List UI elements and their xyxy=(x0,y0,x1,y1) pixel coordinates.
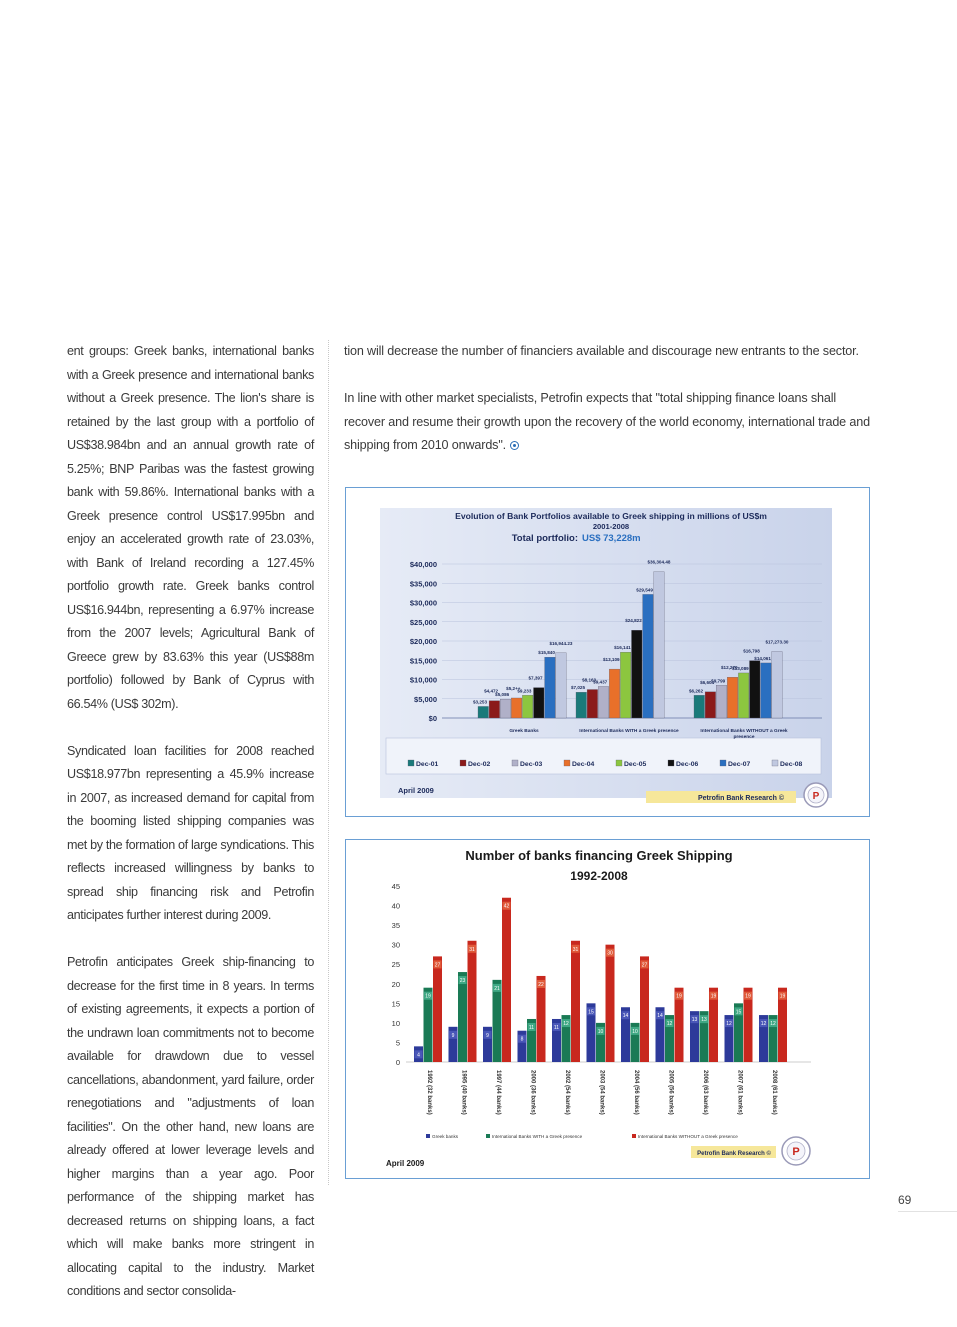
y-tick-label: 0 xyxy=(395,1058,400,1067)
data-label: $13,089 xyxy=(732,665,749,671)
total-portfolio-label: Total portfolio: xyxy=(511,533,578,544)
legend-label: Dec-07 xyxy=(728,761,751,768)
bar xyxy=(750,661,761,718)
data-label: $5,2++ xyxy=(506,685,521,691)
data-label: $6,604 xyxy=(700,679,715,685)
bar xyxy=(537,976,546,1062)
legend-swatch xyxy=(512,760,518,766)
y-tick-label: 40 xyxy=(391,901,400,911)
data-label: 12 xyxy=(563,1021,569,1028)
y-tick-label: 35 xyxy=(391,921,400,931)
bar xyxy=(433,956,442,1062)
x-axis-label: Greek Banks xyxy=(509,729,539,734)
data-label: 11 xyxy=(528,1024,535,1031)
bar xyxy=(545,657,556,718)
end-of-article-icon xyxy=(510,441,519,450)
x-axis-label: presence xyxy=(733,735,755,740)
legend-swatch xyxy=(772,760,778,766)
data-label: 42 xyxy=(503,903,510,910)
column-divider xyxy=(328,340,329,1185)
data-label: 4 xyxy=(417,1052,420,1059)
chart-subtitle: 1992-2008 xyxy=(570,869,628,883)
legend-box xyxy=(386,738,821,774)
y-tick-label: $0 xyxy=(428,714,437,723)
bar xyxy=(576,692,587,718)
x-axis-label: 2002 (54 banks) xyxy=(564,1070,570,1115)
y-tick-label: $20,000 xyxy=(409,637,437,646)
data-label: $17,273.30 xyxy=(765,639,789,645)
bar xyxy=(716,685,727,718)
bar xyxy=(640,956,649,1062)
y-tick-label: $15,000 xyxy=(409,656,437,666)
legend xyxy=(426,1134,738,1139)
y-tick-label: 30 xyxy=(391,940,400,950)
data-label: $36,304.48 xyxy=(647,559,671,565)
bar xyxy=(620,652,631,718)
petrofin-seal-icon xyxy=(804,783,828,807)
data-label: $29,549 xyxy=(636,587,653,593)
data-label: 8 xyxy=(520,1036,524,1043)
closing-paragraph xyxy=(344,387,870,458)
legend-label: Dec-03 xyxy=(520,761,543,768)
data-label: 12 xyxy=(770,1021,776,1028)
x-axis-label: 2005 (56 banks) xyxy=(667,1070,674,1115)
banks-count-chart-figure xyxy=(345,839,870,1179)
y-tick-label: 20 xyxy=(391,979,400,989)
x-axis-label: 2008 (61 banks) xyxy=(771,1070,777,1115)
x-axis-label: 2004 (56 banks) xyxy=(633,1070,639,1115)
petrofin-seal-icon xyxy=(782,1137,810,1165)
x-axis-label: 1992 (32 banks) xyxy=(426,1070,432,1115)
data-label: 15 xyxy=(588,1009,594,1016)
bar xyxy=(761,663,772,718)
legend-label: International Banks WITHOUT a Greek presence xyxy=(638,1134,738,1139)
data-label: 15 xyxy=(735,1009,742,1016)
portfolio-chart xyxy=(346,488,869,816)
total-portfolio-value: US$ 73,228m xyxy=(582,533,641,544)
data-label: 11 xyxy=(553,1024,560,1031)
data-label: 27 xyxy=(641,962,648,969)
data-label: $6,262 xyxy=(688,688,704,694)
bar xyxy=(632,630,643,718)
x-axis-label: 2003 (54 banks) xyxy=(598,1070,605,1115)
bar xyxy=(738,673,749,718)
bar xyxy=(458,972,467,1062)
bar xyxy=(598,686,609,718)
legend-label: Dec-04 xyxy=(572,761,595,768)
bar xyxy=(654,572,665,718)
chart-title: Number of banks financing Greek Shipping xyxy=(465,848,733,863)
data-label: $13,109 xyxy=(602,657,620,663)
legend-swatch xyxy=(486,1134,490,1138)
bar xyxy=(694,695,705,718)
legend-swatch xyxy=(460,760,466,766)
legend-swatch xyxy=(426,1134,430,1138)
legend-label: Dec-01 xyxy=(416,761,439,768)
body-paragraph: Syndicated loan facilities for 2008 reached US$18.977bn representing a 45.9% increase in 2007, as increased demand for capital from the booming listed shipping companies was met by the formation of large syndications. This reflects increased willingness by banks to spread ship financing risk and Petrofin anticipates further interest during 2009. xyxy=(67,743,314,922)
closing-text: In line with other market specialists, Petrofin expects that "total shipping finance loans shall recover and resume their growth upon the recovery of the world economy, international trade and shipping from 2010 onwards". xyxy=(344,391,870,452)
x-axis-label: International Banks WITH a Greek presence xyxy=(579,729,679,734)
data-label: $16,944.23 xyxy=(549,640,573,646)
data-label: 13 xyxy=(701,1017,707,1024)
legend-swatch xyxy=(408,760,414,766)
data-label: $24,822 xyxy=(625,618,642,624)
legend-label: Dec-02 xyxy=(468,761,491,768)
bar xyxy=(534,688,545,718)
bar xyxy=(772,651,783,718)
data-label: 14 xyxy=(622,1013,629,1020)
chart-source: Petrofin Bank Research © xyxy=(697,1151,771,1157)
legend-label: International Banks WITH a Greek presence xyxy=(492,1134,583,1139)
chart-date: April 2009 xyxy=(398,786,434,795)
legend-swatch xyxy=(668,760,674,766)
y-tick-label: $40,000 xyxy=(409,560,437,569)
bar xyxy=(727,677,738,718)
bar xyxy=(511,698,522,718)
data-label: $8,163 xyxy=(582,677,597,683)
data-label: $14,061 xyxy=(754,655,771,661)
bar xyxy=(609,669,620,718)
x-axis-label: International Banks WITHOUT a Greek xyxy=(700,729,788,734)
bar xyxy=(571,941,580,1062)
data-label: 19 xyxy=(676,993,682,1000)
x-axis-label: 1995 (40 banks) xyxy=(460,1070,467,1115)
data-label: 14 xyxy=(657,1013,663,1020)
x-axis-label: 1997 (44 banks) xyxy=(495,1070,501,1115)
banks-count-chart xyxy=(346,840,869,1178)
y-tick-label: $30,000 xyxy=(409,598,437,608)
bar xyxy=(478,706,489,718)
legend-label: Greek banks xyxy=(432,1134,459,1139)
data-label: $15,840 xyxy=(538,650,555,656)
body-paragraph: Petrofin anticipates Greek ship-financing to decrease for the first time in 8 years. In terms of existing agreements, it expects a portion of the undrawn loan commitments not to become available for drawdown due to vessel cancellations, abandonment, yard failure, order renegotiations and "adjustments of loan facilities". On the other hand, new loans are already offered at lower leverage levels and higher margins than a year ago. Poor performance of the shipping market has decreased returns on shipping loans, a fact which will make banks more stringent in allocating capital to the industry. Market conditions and sector consolida- xyxy=(67,955,314,1298)
legend-swatch xyxy=(564,760,570,766)
bar xyxy=(705,692,716,718)
data-label: 30 xyxy=(607,950,613,957)
data-label: 27 xyxy=(434,962,441,969)
chart-subtitle: 2001-2008 xyxy=(592,522,630,531)
data-label: $7,397 xyxy=(528,675,543,681)
chart-source: Petrofin Bank Research © xyxy=(697,795,785,802)
data-label: $5,086 xyxy=(495,692,510,698)
data-label: 10 xyxy=(632,1028,638,1035)
legend-label: Dec-08 xyxy=(780,761,803,768)
bar xyxy=(493,980,502,1062)
data-label: 9 xyxy=(451,1032,455,1039)
bar xyxy=(587,690,598,718)
data-label: 23 xyxy=(459,978,466,985)
y-tick-label: 25 xyxy=(391,960,400,970)
data-label: 10 xyxy=(597,1028,604,1035)
x-axis-label: 2000 (36 banks) xyxy=(529,1070,536,1115)
legend-swatch xyxy=(616,760,622,766)
data-label: $9,437 xyxy=(593,679,608,685)
data-label: $16,798 xyxy=(743,648,760,654)
y-tick-label: 10 xyxy=(391,1018,400,1028)
portfolio-chart-figure xyxy=(345,487,870,817)
bar xyxy=(643,594,654,718)
legend-label: Dec-06 xyxy=(676,761,699,768)
bar xyxy=(556,653,567,718)
left-column xyxy=(67,340,314,1327)
bar xyxy=(500,699,511,718)
data-label: 12 xyxy=(726,1021,732,1028)
body-paragraph: ent groups: Greek banks, international banks with a Greek presence and international banks without a Greek presence. The lion's share is retained by the last group with a portfolio of US$38.984bn and an annual growth rate of 5.25%; BNP Paribas was the fastest growing bank with 59.86%. International banks with a Greek presence control US$17.995bn and enjoy an accelerated growth rate of 23.03%, with Bank of Ireland recording a 127.45% portfolio growth rate. Greek banks control US$16.944bn, representing a 6.97% increase from the 2007 levels; Agricultural Bank of Greece grew by 83.63% this year (US$88m portfolio) followed by Bank of Cyprus with 66.54% (US$ 302m). xyxy=(67,344,314,711)
data-label: $16,141 xyxy=(614,645,631,651)
data-label: 22 xyxy=(538,981,544,988)
svg-text:P: P xyxy=(812,791,820,802)
data-label: 21 xyxy=(494,985,500,992)
legend-label: Dec-05 xyxy=(624,761,647,768)
y-tick-label: $25,000 xyxy=(409,617,437,627)
x-axis-labels xyxy=(426,1070,777,1115)
data-label: $4,472 xyxy=(484,688,499,694)
y-tick-label: 5 xyxy=(395,1038,400,1048)
data-label: $12,270 xyxy=(720,665,738,671)
legend-swatch xyxy=(632,1134,636,1138)
page-number: 69 xyxy=(898,1193,912,1207)
data-label: 12 xyxy=(760,1021,767,1028)
data-label: 12 xyxy=(666,1021,673,1028)
data-label: 19 xyxy=(710,993,717,1000)
data-label: 19 xyxy=(779,993,786,1000)
data-label: 13 xyxy=(691,1017,698,1024)
chart-title: Evolution of Bank Portfolios available to Greek shipping in millions of US$m xyxy=(455,511,767,521)
data-label: $3,253 xyxy=(472,699,488,705)
x-axis-label: 2007 (61 banks) xyxy=(736,1070,743,1115)
data-label: 19 xyxy=(745,993,751,1000)
x-axis-label: 2006 (63 banks) xyxy=(702,1070,708,1115)
y-tick-label: 15 xyxy=(391,999,400,1009)
bar xyxy=(468,941,477,1062)
data-label: $9,233 xyxy=(517,688,532,694)
bar xyxy=(606,945,615,1062)
data-label: 31 xyxy=(572,946,579,953)
y-tick-label: $5,000 xyxy=(414,694,437,704)
y-tick-label: 45 xyxy=(391,882,400,891)
data-label: 19 xyxy=(425,993,431,1000)
bar xyxy=(522,695,533,718)
data-label: $7,025 xyxy=(570,685,586,691)
body-paragraph: tion will decrease the number of financiers available and discourage new entrants to the sector. xyxy=(344,344,859,358)
y-tick-label: $10,000 xyxy=(409,675,437,685)
data-label: 9 xyxy=(486,1032,489,1039)
page-rule xyxy=(898,1211,957,1212)
bar xyxy=(502,898,511,1062)
chart-date: April 2009 xyxy=(386,1159,425,1168)
data-label: 31 xyxy=(469,946,475,953)
legend-swatch xyxy=(720,760,726,766)
right-column xyxy=(344,340,870,481)
bars xyxy=(414,898,787,1062)
y-tick-label: $35,000 xyxy=(409,579,437,589)
bar xyxy=(489,701,500,718)
svg-text:P: P xyxy=(792,1146,800,1158)
data-label: $9,799 xyxy=(711,678,726,684)
